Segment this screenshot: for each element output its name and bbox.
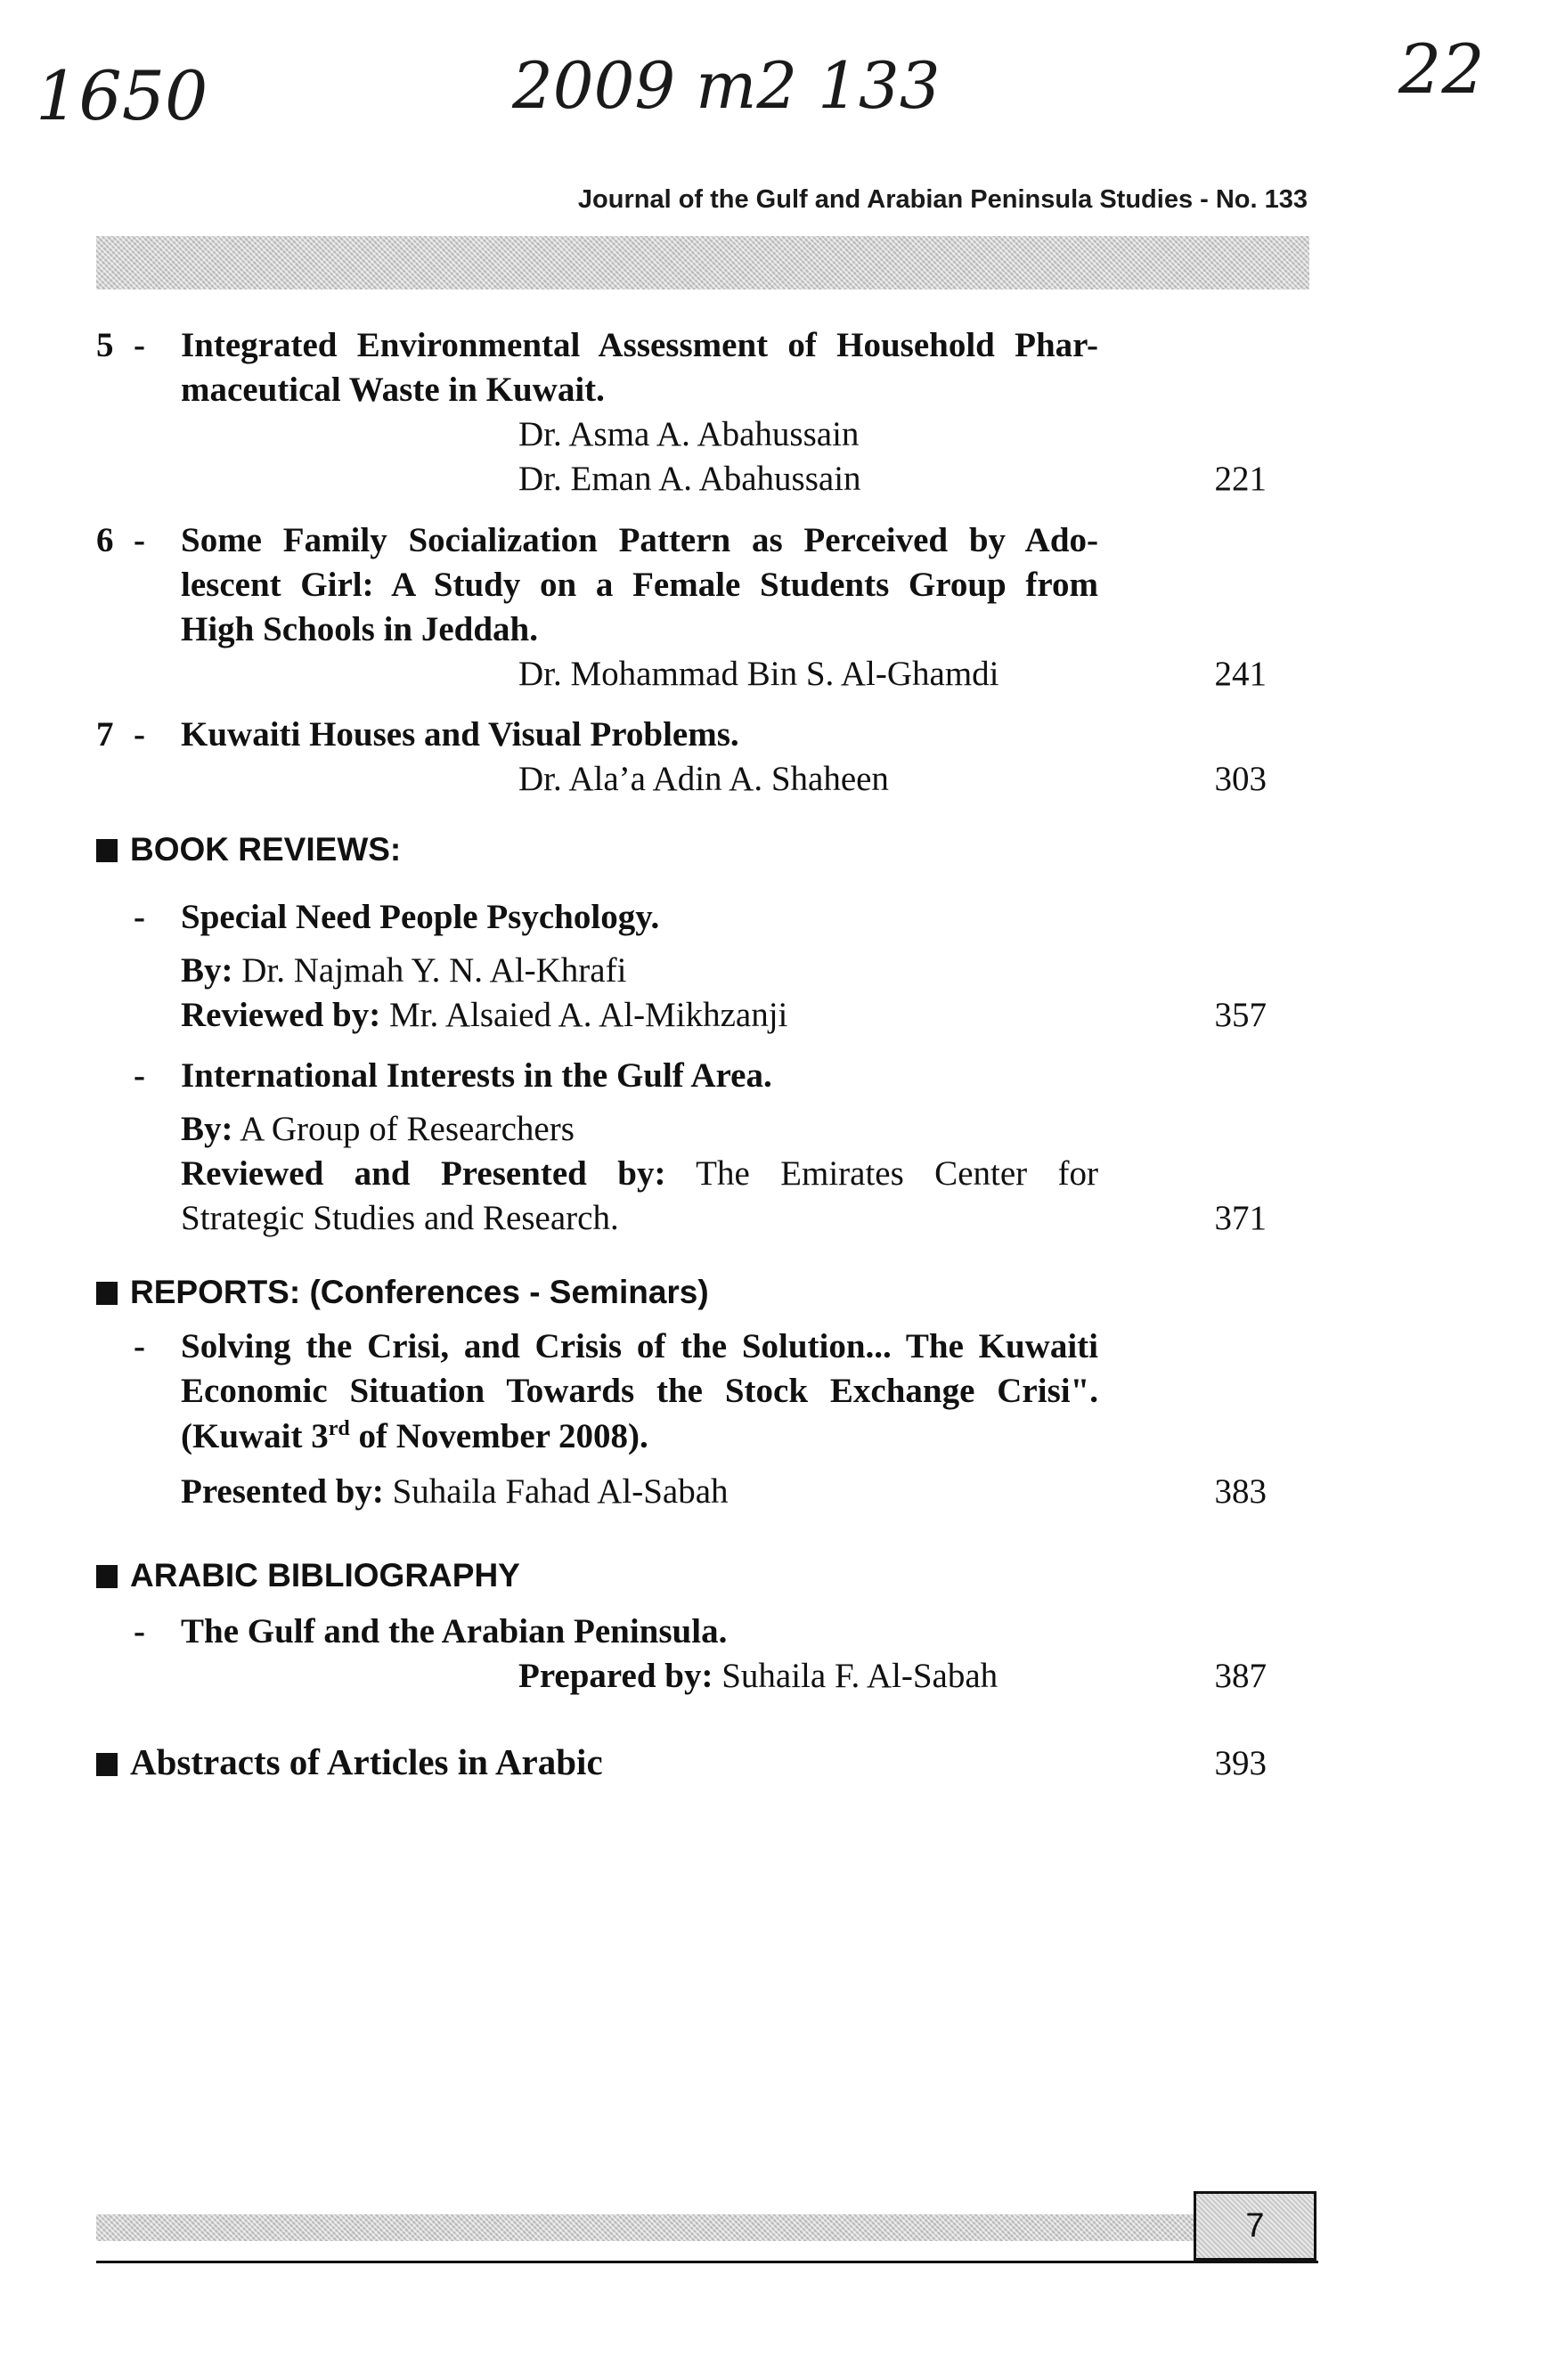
footer-rule — [96, 2261, 1318, 2263]
bibliography-title: The Gulf and the Arabian Peninsula. — [181, 1612, 728, 1651]
square-bullet-icon — [96, 839, 118, 862]
article-title-line: lescent Girl: A Study on a Female Students Group from — [181, 566, 1098, 604]
report-title-line: (Kuwait 3rd of November 2008). — [181, 1417, 648, 1455]
report-presenter: Presented by: Suhaila Fahad Al-Sabah — [181, 1472, 729, 1511]
article-dash: - — [134, 326, 145, 364]
journal-header-title: Journal of the Gulf and Arabian Peninsula Studies - No. 133 — [577, 185, 1308, 214]
article-number: 6 — [96, 521, 114, 559]
reviewer-line: Reviewed by: Mr. Alsaied A. Al-Mikhzanji — [181, 996, 788, 1034]
article-author: Dr. Mohammad Bin S. Al-Ghamdi — [518, 655, 999, 693]
article-title-line: Some Family Socialization Pattern as Perceived by Ado- — [181, 521, 1098, 559]
review-dash: - — [134, 898, 145, 936]
bibliography-dash: - — [134, 1612, 145, 1651]
square-bullet-icon — [96, 1753, 118, 1776]
review-dash: - — [134, 1056, 145, 1095]
article-author: Dr. Eman A. Abahussain — [518, 460, 861, 498]
report-dash: - — [134, 1327, 145, 1365]
article-title-line: Integrated Environmental Assessment of Household Phar- — [181, 326, 1098, 364]
review-page-number: 371 — [1214, 1199, 1267, 1237]
reviewer-line: Reviewed and Presented by: The Emirates Center for — [181, 1154, 1099, 1193]
section-heading-arabic-bibliography: ARABIC BIBLIOGRAPHY — [96, 1559, 520, 1592]
article-number: 5 — [96, 326, 114, 364]
footer-band — [96, 2214, 1194, 2241]
section-heading-book-reviews: BOOK REVIEWS: — [96, 833, 401, 866]
review-page-number: 357 — [1214, 996, 1267, 1034]
bibliography-preparer: Prepared by: Suhaila F. Al-Sabah — [518, 1657, 999, 1695]
article-title-line: High Schools in Jeddah. — [181, 610, 538, 648]
article-title-line: maceutical Waste in Kuwait. — [181, 371, 605, 409]
report-title-line: Economic Situation Towards the Stock Exchange Crisi". — [181, 1372, 1098, 1410]
article-dash: - — [134, 715, 145, 754]
handwritten-left-note: 1650 — [36, 56, 208, 135]
review-title: International Interests in the Gulf Area. — [181, 1056, 772, 1095]
review-title: Special Need People Psychology. — [181, 898, 660, 936]
report-title-line: Solving the Crisi, and Crisis of the Solution... The Kuwaiti — [181, 1327, 1098, 1365]
review-author-line: By: A Group of Researchers — [181, 1110, 575, 1148]
header-band — [96, 236, 1309, 289]
article-title-line: Kuwaiti Houses and Visual Problems. — [181, 715, 739, 754]
article-author: Dr. Asma A. Abahussain — [518, 415, 860, 453]
report-page-number: 383 — [1214, 1472, 1267, 1511]
article-dash: - — [134, 521, 145, 559]
square-bullet-icon — [96, 1565, 118, 1588]
section-heading-abstracts: Abstracts of Articles in Arabic — [96, 1744, 603, 1781]
reviewer-line: Strategic Studies and Research. — [181, 1199, 619, 1237]
bibliography-page-number: 387 — [1214, 1657, 1267, 1695]
review-author-line: By: Dr. Najmah Y. N. Al-Khrafi — [181, 951, 627, 990]
handwritten-right-note: 22 — [1398, 29, 1485, 109]
square-bullet-icon — [96, 1282, 118, 1305]
article-number: 7 — [96, 715, 114, 754]
section-heading-reports: REPORTS: (Conferences - Seminars) — [96, 1276, 709, 1308]
page-number-box: 7 — [1194, 2191, 1316, 2261]
abstracts-page-number: 393 — [1214, 1744, 1267, 1782]
article-page-number: 221 — [1214, 460, 1267, 498]
article-page-number: 303 — [1214, 760, 1267, 798]
article-page-number: 241 — [1214, 655, 1267, 693]
article-author: Dr. Ala’a Adin A. Shaheen — [518, 760, 889, 798]
handwritten-middle-note: 2009 m2 133 — [512, 48, 941, 123]
